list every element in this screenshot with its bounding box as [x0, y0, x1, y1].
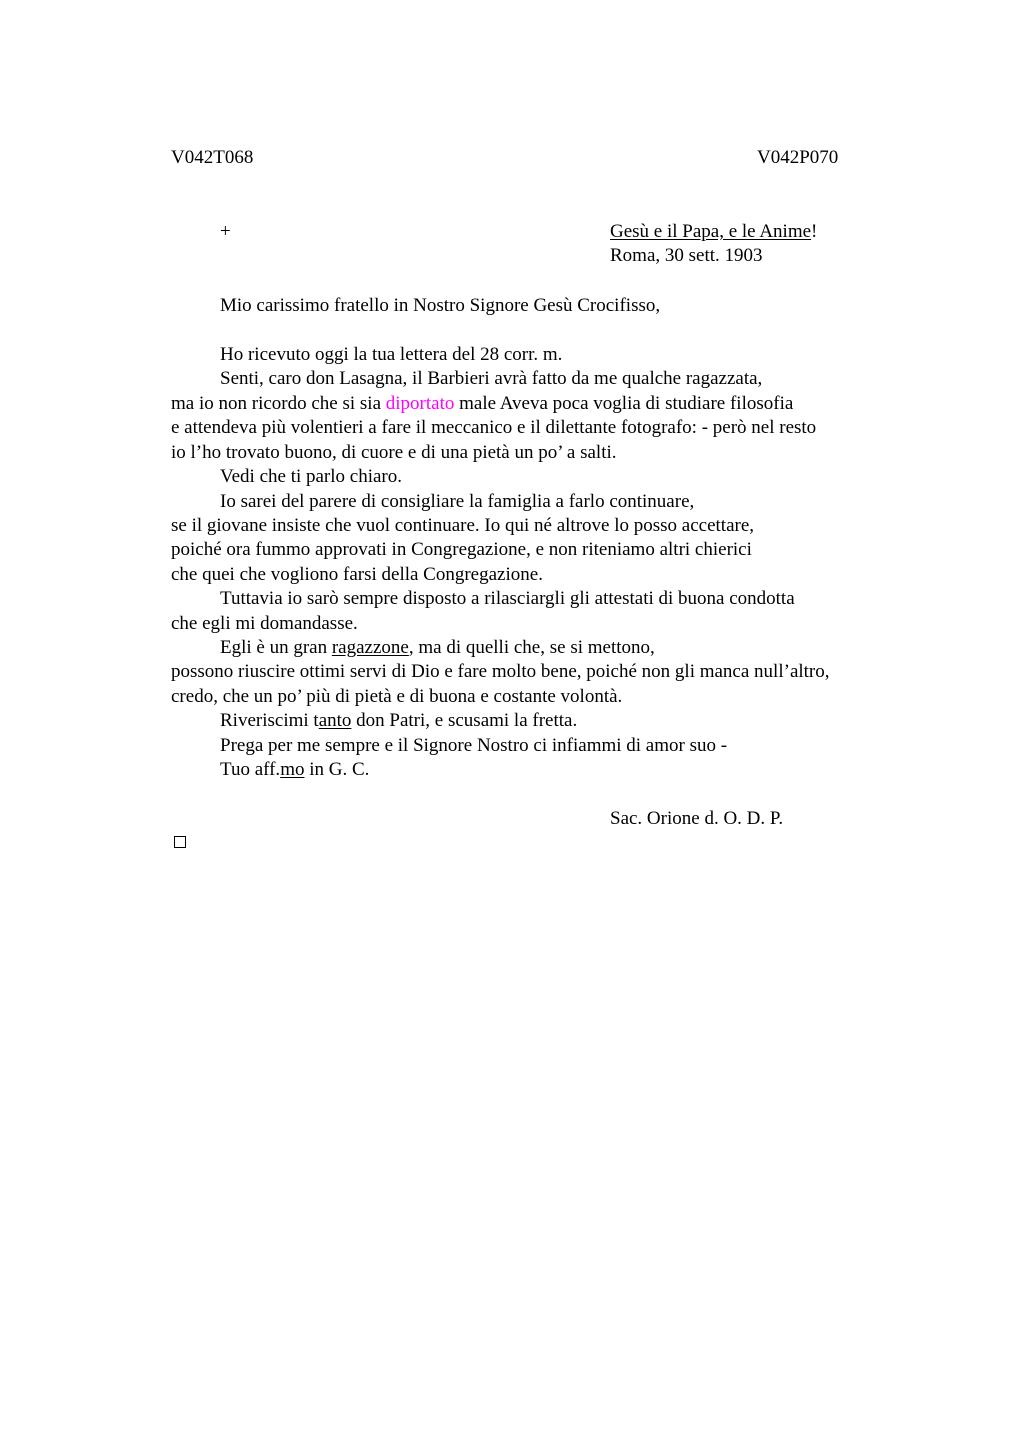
body-line — [220, 636, 655, 660]
end-box-icon — [174, 836, 186, 848]
text-span: male Aveva poca voglia di studiare filosofia — [454, 393, 794, 414]
text-span: Tuo aff. — [220, 759, 281, 780]
document-code-left: V042T068 — [171, 147, 254, 168]
place-date: Roma, 30 sett. 1903 — [610, 245, 763, 266]
body-line — [220, 709, 577, 733]
text-span: Riveriscimi t — [220, 710, 319, 731]
body-line: Io sarei del parere di consigliare la famiglia a farlo continuare, — [220, 491, 695, 512]
body-line: che egli mi domandasse. — [171, 613, 358, 634]
underlined-word: mo — [280, 759, 305, 780]
signature: Sac. Orione d. O. D. P. — [610, 808, 784, 829]
text-span: , ma di quelli che, se si mettono, — [408, 637, 655, 658]
body-line: Tuttavia io sarò sempre disposto a rilasciargli gli attestati di buona condotta — [220, 588, 795, 609]
cross-mark: + — [220, 221, 231, 242]
body-line: credo, che un po’ più di pietà e di buona e costante volontà. — [171, 686, 623, 707]
body-line: Senti, caro don Lasagna, il Barbieri avrà fatto da me qualche ragazzata, — [220, 368, 763, 389]
body-line: Prega per me sempre e il Signore Nostro ci infiammi di amor suo - — [220, 735, 728, 756]
body-line: Vedi che ti parlo chiaro. — [220, 466, 403, 487]
body-line: che quei che vogliono farsi della Congregazione. — [171, 564, 543, 585]
body-line: io l’ho trovato buono, di cuore e di una pietà un po’ a salti. — [171, 442, 617, 463]
text-span: ma io non ricordo che si sia — [171, 393, 386, 414]
body-line: e attendeva più volentieri a fare il meccanico e il dilettante fotografo: - però nel resto — [171, 417, 817, 438]
body-line: poiché ora fummo approvati in Congregazione, e non riteniamo altri chierici — [171, 539, 752, 560]
motto — [610, 220, 817, 244]
salutation: Mio carissimo fratello in Nostro Signore Gesù Crocifisso, — [220, 295, 661, 316]
underlined-word: ragazzone — [331, 637, 409, 658]
motto-underlined: Gesù e il Papa, e le Anime — [610, 221, 812, 242]
text-span: don Patri, e scusami la fretta. — [351, 710, 578, 731]
page-code-right: V042P070 — [757, 147, 839, 168]
body-line: se il giovane insiste che vuol continuare. Io qui né altrove lo posso accettare, — [171, 515, 755, 536]
body-line: possono riuscire ottimi servi di Dio e fare molto bene, poiché non gli manca null’altro, — [171, 661, 830, 682]
body-line — [220, 758, 369, 782]
motto-suffix: ! — [811, 221, 818, 242]
body-line — [171, 392, 793, 416]
body-line: Ho ricevuto oggi la tua lettera del 28 corr. m. — [220, 344, 563, 365]
text-span: in G. C. — [304, 759, 370, 780]
underlined-word: anto — [318, 710, 352, 731]
text-span: Egli è un gran — [220, 637, 332, 658]
highlighted-word: diportato — [385, 393, 455, 414]
